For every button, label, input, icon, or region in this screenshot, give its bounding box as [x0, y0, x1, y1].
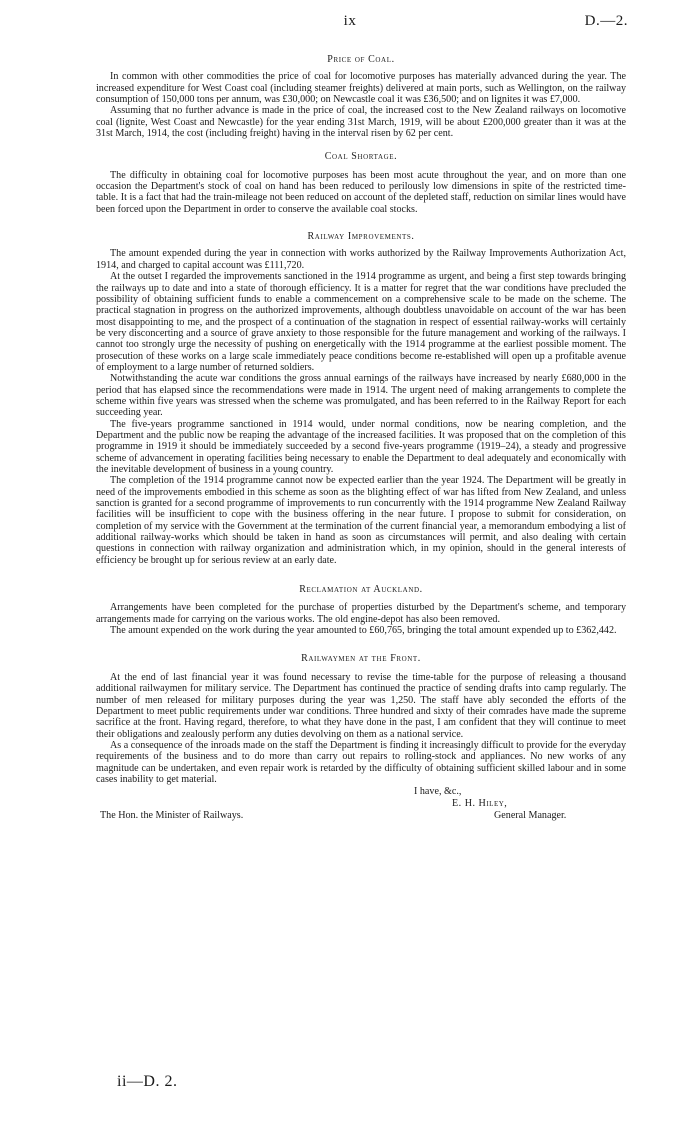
section-coal-shortage: [96, 151, 626, 215]
paragraph: Notwithstanding the acute war conditions the gross annual earnings of the railways have increased by nearly £680,000 in the period that has elapsed since the recommendations were made in 1914. The urgent need of making arrangements to complete the scheme within five years was stressed when the scheme was promulgated, and has been referred to in the Railway Report for each succeeding year.: [96, 373, 626, 419]
section-heading: Price of Coal.: [327, 54, 395, 65]
paragraph: The amount expended during the year in connection with works authorized by the Railway Improvements Authorization Act, 1914, and charged to capital account was £111,720.: [96, 248, 626, 271]
paragraph: At the end of last financial year it was found necessary to revise the time-table for the purpose of releasing a thousand additional railwaymen for military service. The Department has continued the practice of sending drafts into camp regularly. The number of men released for military purposes during the year was 1,250. The staff have ably seconded the efforts of the Department to meet public requirements under war conditions. Three hundred and sixty of their comrades have made the supreme sacrifice at the front. Having regard, therefore, to what they have done in the past, I am confident that they will continue to meet their obligations and zealously perform any duties devolving on them as a national service.: [96, 671, 626, 740]
document-reference: D.—2.: [584, 13, 628, 29]
section-heading: Railway Improvements.: [307, 231, 415, 243]
letter-signoff: [96, 786, 626, 822]
paragraph: Assuming that no further advance is made in the price of coal, the increased cost to the New Zealand railways on locomotive coal (lignite, West Coast and Newcastle) for the year ending 31st March, 1919, will be about £200,000 greater than it was at the 31st March, 1914, the cost (including freight) having in the interval risen by 62 per cent.: [96, 105, 626, 140]
section-railway-improvements: [96, 231, 626, 566]
paragraph: The completion of the 1914 programme cannot now be expected earlier than the year 1924. The Department will be greatly in need of the improvements embodied in this scheme as soon as the blighting effect of war has lifted from New Zealand, and unless sanction is granted for a second programme of improvements to run concurrently with the 1914 programme New Zealand Railway facilities will be insufficient to cope with the business offering in the near future. I propose to submit for consideration, on completion of my service with the Government at the termination of the current financial year, a memorandum embodying a list of additional railway-works which should be taken in hand as soon as circumstances will permit, and also dealing with certain questions in connection with railway organization and administration which, in my opinion, should in the general interests of efficiency be brought up for serious review at an early date.: [96, 475, 626, 566]
section-heading: Reclamation at Auckland.: [299, 584, 423, 596]
paragraph: The five-years programme sanctioned in 1914 would, under normal conditions, now be nearing completion, and the Department and the public now be reaping the advantage of the increased facilities. It was proposed that on the completion of this programme in 1919 it should be immediately succeeded by a second five-years programme (1919–24), a steady and progressive scheme of advancement in operating facilities being necessary to enable the Department to deal adequately and economically with the inevitable development of business in a young country.: [96, 418, 626, 475]
signatory-name: E. H. Hiley,: [452, 798, 508, 810]
section-railwaymen-at-the-front: [96, 653, 626, 785]
addressee: The Hon. the Minister of Railways.: [100, 810, 244, 822]
section-heading: Railwaymen at the Front.: [301, 653, 421, 665]
section-reclamation-at-auckland: [96, 584, 626, 636]
paragraph: Arrangements have been completed for the purchase of properties disturbed by the Department's scheme, and temporary arrangements made for carrying on the various works. The old engine-depot has also been removed.: [96, 602, 626, 625]
body-text: [96, 50, 626, 822]
paragraph: At the outset I regarded the improvements sanctioned in the 1914 programme as urgent, and being a first step towards bringing the railways up to date and into a state of thorough efficiency. It is a matter for regret that the war conditions have precluded the possibility of obtaining sufficient funds to enable a commencement on a comprehensive scale to be made on the scheme. The practical stagnation in progress on the authorized improvements, although doubtless unavoidable on account of the war has been most disappointing to me, and the prospect of a continuation of the stagnation in respect of essential railway-works will certainly be very disconcerting and a source of grave anxiety to those responsible for the future management and working of the railways. I cannot too strongly urge the necessity of pushing on energetically with the 1914 programme at the earliest possible moment. The prosecution of these works on a large scale immediately peace conditions become re-established will open up a profitable avenue of employment to a large number of returned soldiers.: [96, 271, 626, 373]
paragraph: In common with other commodities the price of coal for locomotive purposes has materially advanced during the year. The increased expenditure for West Coast coal (including steamer freights) delivered at main ports, such as Wellington, on the railway consumption of 150,000 tons per annum, was £30,000; on Newcastle coal it was £36,500; and on lignites it was £7,000.: [96, 71, 626, 106]
paragraph: As a consequence of the inroads made on the staff the Department is finding it increasingly difficult to provide for the everyday requirements of the business and to do more than carry out repairs to rolling-stock and appliances. No new works of any magnitude can be undertaken, and even repair work is retarded by the difficulty of obtaining sufficient skilled labour and in some cases inability to get material.: [96, 739, 626, 785]
footer-reference: ii—D. 2.: [117, 1073, 178, 1090]
closing-line: I have, &c.,: [414, 786, 462, 798]
section-heading: Coal Shortage.: [324, 151, 398, 163]
section-price-of-coal: [96, 54, 626, 139]
paragraph: The difficulty in obtaining coal for locomotive purposes has been most acute throughout the year, and on more than one occasion the Department's stock of coal on hand has been reduced to perilously low dimensions in spite of the restricted time-table. It is a fact that had the train-mileage not been reduced on account of the depleted staff, reduction on similar lines would have been forced upon the Department in order to conserve the available coal stocks.: [96, 169, 626, 215]
page-number: ix: [343, 13, 357, 29]
paragraph: The amount expended on the work during the year amounted to £60,765, bringing the total amount expended up to £362,442.: [110, 625, 617, 637]
signatory-title: General Manager.: [494, 810, 567, 822]
